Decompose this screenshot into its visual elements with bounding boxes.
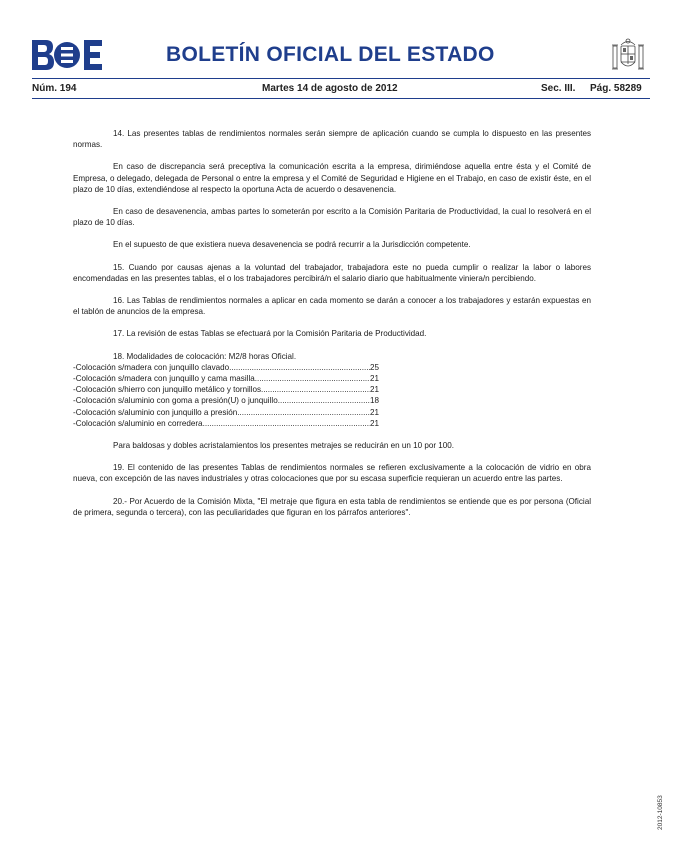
list-item-label: -Colocación s/madera con junquillo clavado [73,362,230,372]
list-item-label: -Colocación s/aluminio con goma a presión(U) o junquillo [73,396,278,406]
list-item [73,395,379,406]
list-item-label: -Colocación s/aluminio en corredera [73,418,203,428]
paragraph-18-heading: 18. Modalidades de colocación: M2/8 horas Oficial. [113,351,297,361]
leader-dots [261,384,370,395]
list-item-label: -Colocación s/aluminio con junquillo a presión [73,407,238,417]
list-item-value: 18 [369,396,379,406]
list-item-value: 21 [369,418,379,428]
page-number: Pág. 58289 [590,83,642,94]
paragraph-discrepancia: En caso de discrepancia será preceptiva la comunicación escrita a la empresa, dirimiéndose aquella entre ésta y el Comité de Empresa, o delegado, delegada de Personal o entre la empresa y el Comité de Seguridad e Higiene en el Trabajo, en caso de existir éste, en el plazo de 10 días, extendiéndose al respecto la oportuna Acta de acuerdo o desavenencia. [73,162,591,194]
colocacion-list [73,362,591,429]
leader-dots [229,362,370,373]
paragraph-16: 16. Las Tablas de rendimientos normales a aplicar en cada momento se darán a conocer a los trabajadores y estarán expuestas en el tablón de anuncios de la empresa. [73,296,591,317]
list-item-label: -Colocación s/madera con junquillo y cama masilla [73,374,255,384]
header-rule-top [32,78,650,79]
leader-dots [237,407,370,418]
list-item-label: -Colocación s/hierro con junquillo metálico y tornillos [73,385,262,395]
paragraph-jurisdiccion: En el supuesto de que existiera nueva desavenencia se podrá recurrir a la Jurisdicción competente. [113,240,471,250]
spain-coat-of-arms-icon [611,36,645,76]
list-item-value: 21 [369,407,379,417]
paragraph-desavenencia: En caso de desavenencia, ambas partes lo someterán por escrito a la Comisión Paritaria de Productividad, la cual lo resolverá en el plazo de 10 días. [73,207,591,228]
issue-date: Martes 14 de agosto de 2012 [262,83,398,94]
boe-logo-icon [32,40,102,70]
list-item [73,362,379,373]
leader-dots [255,373,370,384]
paragraph-15: 15. Cuando por causas ajenas a la voluntad del trabajador, trabajadora este no pueda cumplir o realizar la labor o labores encomendadas en las presentes tablas, el o los trabajadores percibirá/n el salario diario que habitualmente viniera/n percibiendo. [73,262,591,283]
paragraph-20: 20.- Por Acuerdo de la Comisión Mixta, "El metraje que figura en esta tabla de rendimientos se entiende que es por persona (Oficial de primera, segunda o tercera), con las peculiaridades que figuran en los párrafos anteriores". [73,496,591,517]
issue-number: Núm. 194 [32,83,77,94]
leader-dots [278,395,370,406]
masthead-title: BOLETÍN OFICIAL DEL ESTADO [166,43,495,66]
list-item [73,407,379,418]
paragraph-baldosas: Para baldosas y dobles acristalamientos los presentes metrajes se reducirán en un 10 por 100. [113,441,455,451]
paragraph-17: 17. La revisión de estas Tablas se efectuará por la Comisión Paritaria de Productividad. [113,329,427,339]
list-item [73,373,379,384]
header-rule-bottom [32,98,650,99]
document-code: 2012-10853 [657,795,664,830]
page-header [0,0,682,100]
paragraph-14: 14. Las presentes tablas de rendimientos normales serán siempre de aplicación cuando se cumpla lo dispuesto en las presentes normas. [73,129,591,150]
leader-dots [203,418,370,429]
section-label: Sec. III. [541,83,576,94]
paragraph-19: 19. El contenido de las presentes Tablas de rendimientos normales se refieren exclusivamente a la colocación de vidrio en obra nueva, con excepción de las naves industriales y otras colocaciones que por su escasa superficie requieran un acuerdo entre las partes. [73,463,591,484]
list-item-value: 21 [369,385,379,395]
list-item-value: 25 [369,362,379,372]
list-item-value: 21 [369,374,379,384]
document-body [73,128,591,529]
list-item [73,418,379,429]
list-item [73,384,379,395]
